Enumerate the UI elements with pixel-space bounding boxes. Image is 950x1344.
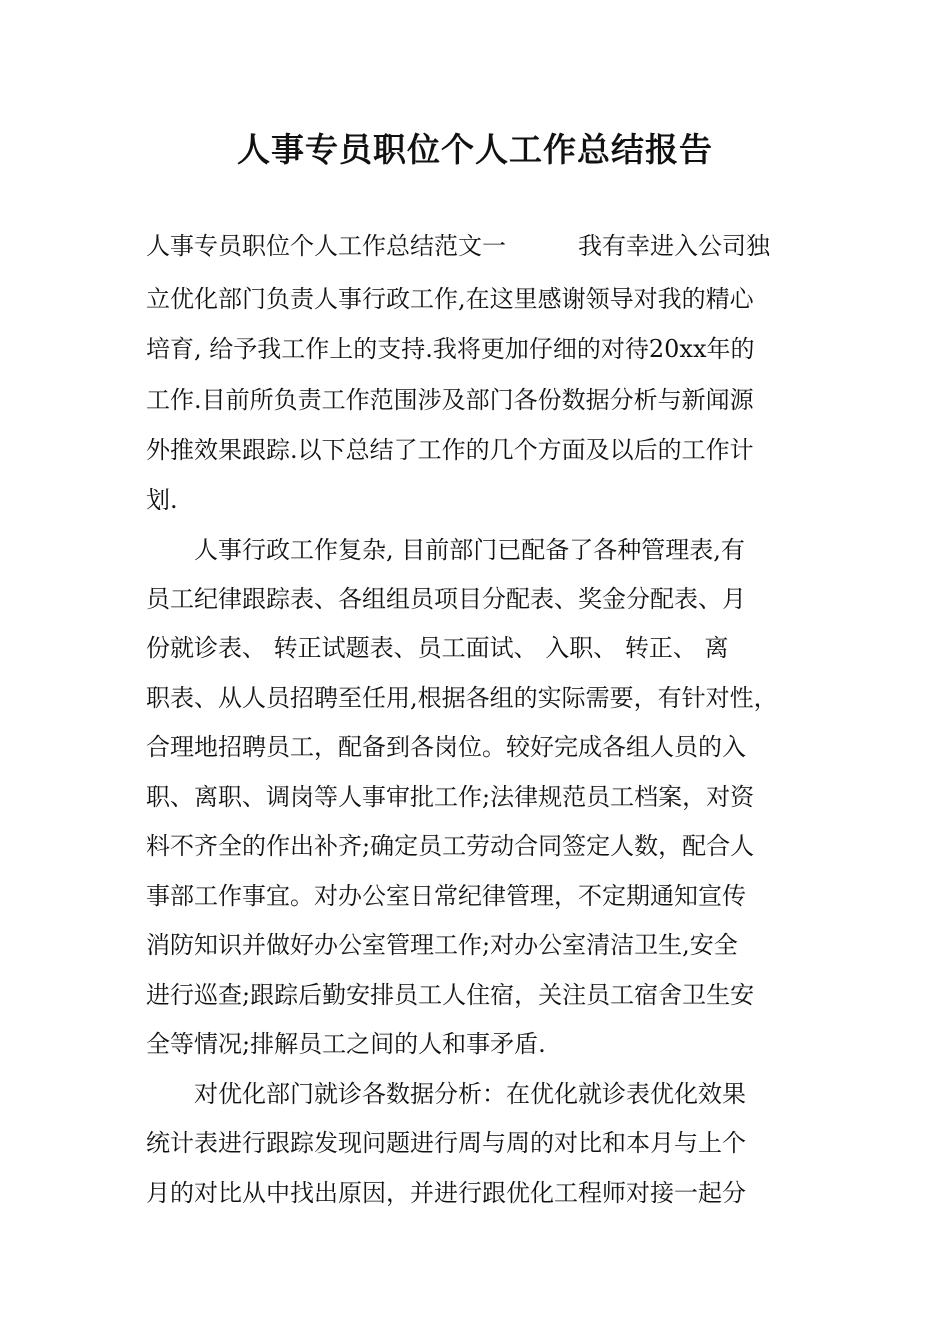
body-line: 进行巡查;跟踪后勤安排员工人住宿，关注员工宿舍卫生安 xyxy=(146,981,755,1009)
body-line: 人事专员职位个人工作总结范文一 我有幸进入公司独 xyxy=(146,232,770,260)
body-line: 料不齐全的作出补齐;确定员工劳动合同签定人数，配合人 xyxy=(146,832,755,860)
body-line: 对优化部门就诊各数据分析：在优化就诊表优化效果 xyxy=(146,1080,746,1108)
body-line: 消防知识并做好办公室管理工作;对办公室清洁卫生,安全 xyxy=(146,931,738,959)
document-title: 人事专员职位个人工作总结报告 xyxy=(237,130,713,169)
body-line: 人事行政工作复杂, 目前部门已配备了各种管理表,有 xyxy=(146,536,745,564)
body-line: 统计表进行跟踪发现问题进行周与周的对比和本月与上个 xyxy=(146,1129,746,1157)
body-line: 份就诊表、 转正试题表、员工面试、 入职、 转正、 离 xyxy=(146,634,729,662)
body-line: 外推效果跟踪.以下总结了工作的几个方面及以后的工作计 xyxy=(146,436,754,464)
body-line: 全等情况;排解员工之间的人和事矛盾. xyxy=(146,1030,546,1058)
body-line: 员工纪律跟踪表、各组组员项目分配表、奖金分配表、月 xyxy=(146,585,746,613)
body-line: 工作.目前所负责工作范围涉及部门各份数据分析与新闻源 xyxy=(146,386,754,414)
body-line: 划. xyxy=(146,486,178,514)
body-line: 合理地招聘员工，配备到各岗位。较好完成各组人员的入 xyxy=(146,733,746,761)
body-line: 事部工作事宜。对办公室日常纪律管理，不定期通知宣传 xyxy=(146,882,746,910)
body-line: 月的对比从中找出原因，并进行跟优化工程师对接一起分 xyxy=(146,1179,746,1207)
body-line: 立优化部门负责人事行政工作,在这里感谢领导对我的精心 xyxy=(146,285,754,313)
body-line: 职、离职、调岗等人事审批工作;法律规范员工档案，对资 xyxy=(146,783,755,811)
body-line: 培育, 给予我工作上的支持.我将更加仔细的对待20xx年的 xyxy=(146,335,755,363)
body-line: 职表、从人员招聘至任用,根据各组的实际需要，有针对性， xyxy=(146,684,778,712)
